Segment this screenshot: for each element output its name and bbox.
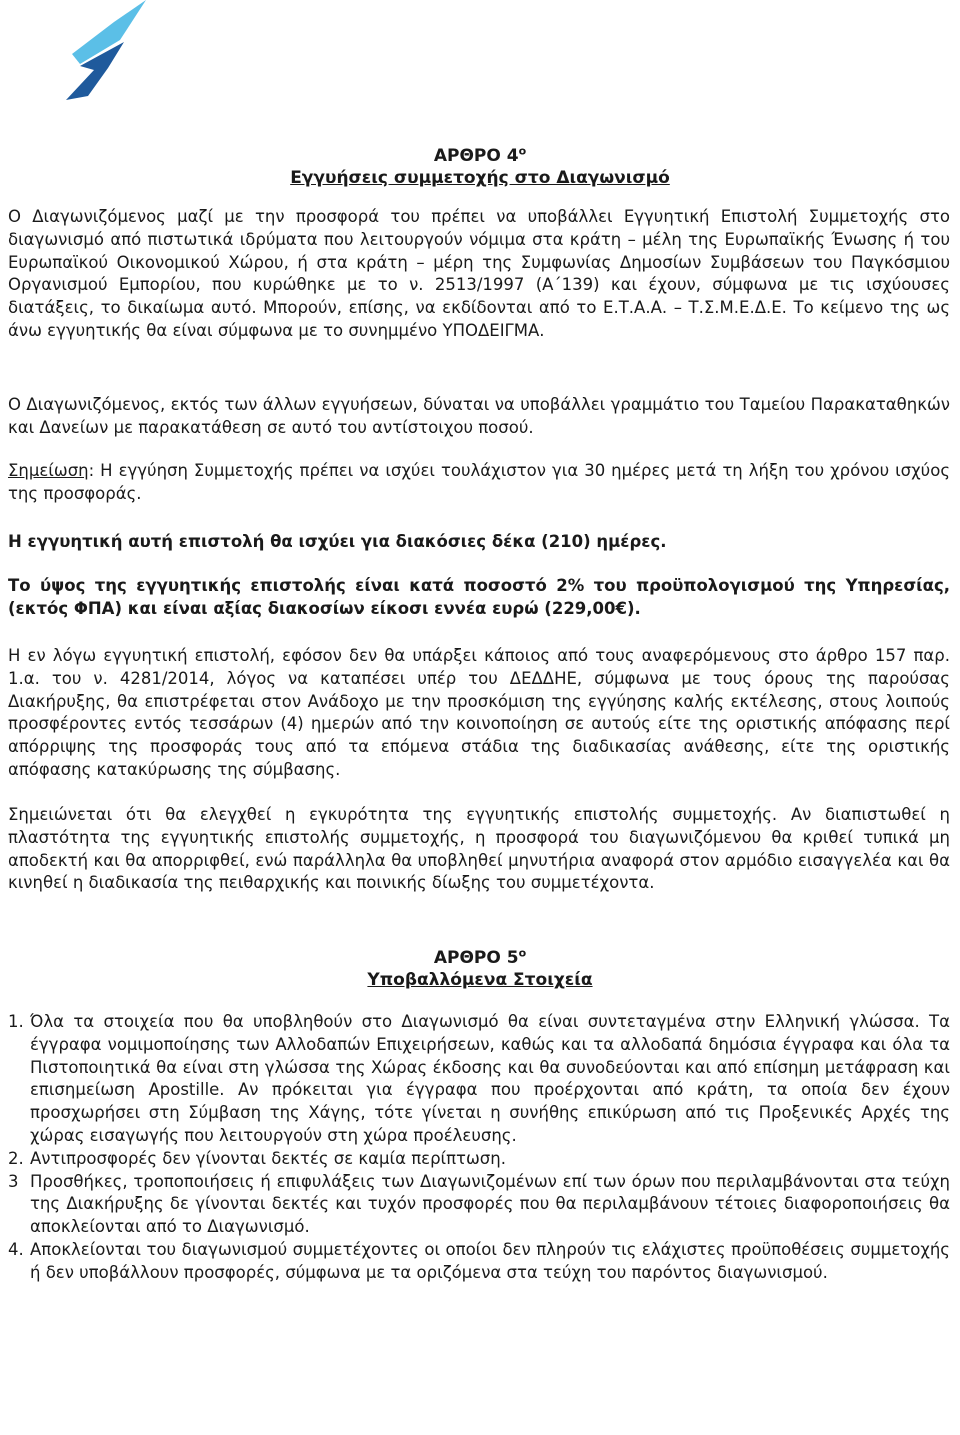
article-5-heading	[0, 942, 960, 991]
article-4-paragraph-4: Σημειώνεται ότι θα ελεγχθεί η εγκυρότητα της εγγυητικής επιστολής συμμετοχής. Αν διαπιστωθεί η πλαστότητα της εγγυητικής επιστολής συμμετοχής, η προσφορά του διαγωνιζόμενου θα κριθεί τυπικά μη αποδεκτή και θα απορριφθεί, ενώ παράλληλα θα υποβληθεί μηνυτήρια αναφορά στον αρμόδιο εισαγγελέα και θα κινηθεί η διαδικασία της πειθαρχικής και ποινικής δίωξης του συμμετέχοντα.	[8, 805, 950, 893]
list-item	[8, 1171, 950, 1239]
list-item	[8, 1148, 950, 1171]
article-5-list	[8, 1011, 950, 1285]
article-5-title: ΑΡΘΡΟ $5^o$	[433, 946, 527, 968]
article-4-heading	[0, 140, 960, 189]
note-label: Σημείωση	[8, 461, 89, 480]
list-item	[8, 1011, 950, 1148]
article-4-paragraph-1: Ο Διαγωνιζόμενος μαζί με την προσφορά του πρέπει να υποβάλλει Εγγυητική Επιστολή Συμμετοχής στο διαγωνισμό από πιστωτικά ιδρύματα που λειτουργούν νόμιμα στα κράτη – μέλη της Ευρωπαϊκής Ένωσης ή του Ευρωπαϊκού Οικονομικού Χώρου, ή στα κράτη – μέρη της Συμφωνίας Δημοσίων Συμβάσεων του Παγκόσμιου Οργανισμού Εμπορίου, που κυρώθηκε με το ν. 2513/1997 (Α΄139) και έχουν, σύμφωνα με τις ισχύουσες διατάξεις, το δικαίωμα αυτό. Μπορούν, επίσης, να εκδίδονται από το Ε.Τ.Α.Α. – Τ.Σ.Μ.Ε.Δ.Ε. Το κείμενο της ως άνω εγγυητικής θα είναι σύμφωνα με το συνημμένο ΥΠΟΔΕΙΓΜΑ.	[8, 207, 950, 340]
article-4-note	[8, 460, 950, 506]
list-item-text: Όλα τα στοιχεία που θα υποβληθούν στο Διαγωνισμό θα είναι συντεταγμένα στην Ελληνική γλώσσα. Τα έγγραφα νομιμοποίησης των Αλλοδαπών Επιχειρήσεων, καθώς και τα αλλοδαπά δημόσια έγγραφα και όλα τα Πιστοποιητικά θα είναι στη γλώσσα της Χώρας έκδοσης και θα συνοδεύονται και από επίσημη μετάφραση και επισημείωση Apostille. Αν πρόκειται για έγγραφα που προέρχονται από κράτη, τα οποία δεν έχουν προσχωρήσει στη Σύμβαση της Χάγης, τότε γίνεται η συνήθης επικύρωση από τις Προξενικές Αρχές της χώρας εισαγωγής που λειτουργούν στη χώρα προέλευσης.	[30, 1012, 950, 1145]
list-item	[8, 1239, 950, 1285]
list-item-number: 1.	[8, 1012, 24, 1031]
list-item-number: 2.	[8, 1148, 24, 1168]
note-text: : Η εγγύηση Συμμετοχής πρέπει να ισχύει τουλάχιστον για 30 ημέρες μετά τη λήξη του χρόνου ισχύος της προσφοράς.	[8, 461, 950, 503]
list-item-text: Αποκλείονται του διαγωνισμού συμμετέχοντες οι οποίοι δεν πληρούν τις ελάχιστες προϋποθέσεις συμμετοχής ή δεν υποβάλλουν προσφορές, σύμφωνα με τα οριζόμενα στα τεύχη του παρόντος διαγωνισμού.	[30, 1239, 950, 1282]
article-4-amount: Το ύψος της εγγυητικής επιστολής είναι κατά ποσοστό 2% του προϋπολογισμού της Υπηρεσίας, (εκτός ΦΠΑ) και είναι αξίας διακοσίων είκοσι εννέα ευρώ (229,00€).	[8, 576, 950, 618]
article-4-title: ΑΡΘΡΟ $4^o$	[433, 144, 527, 166]
list-item-number: 4.	[8, 1239, 24, 1259]
list-item-text: Αντιπροσφορές δεν γίνονται δεκτές σε καμία περίπτωση.	[30, 1148, 506, 1168]
article-4-subtitle: Εγγυήσεις συμμετοχής στο Διαγωνισμό	[290, 167, 670, 188]
article-4-paragraph-3: Η εν λόγω εγγυητική επιστολή, εφόσον δεν θα υπάρξει κάποιος από τους αναφερόμενους στο άρθρο 157 παρ. 1.α. του ν. 4281/2014, λόγος να καταπέσει υπέρ του ΔΕΔΔΗΕ, σύμφωνα με τους όρους της παρούσας Διακήρυξης, θα επιστρέφεται στον Ανάδοχο με την προσκόμιση της εγγύησης καλής εκτέλεσης, στους λοιπούς προσφέροντες εντός τεσσάρων (4) ημερών από την κοινοποίηση σε αυτούς είτε της οριστικής απόφασης περί απόρριψης της προσφοράς τους από τα επόμενα στάδια της διαδικασίας ανάθεσης, είτε της οριστικής απόφασης κατακύρωσης της σύμβασης.	[8, 646, 950, 779]
article-4-paragraph-2: Ο Διαγωνιζόμενος, εκτός των άλλων εγγυήσεων, δύναται να υποβάλλει γραμμάτιο του Ταμείου Παρακαταθηκών και Δανείων με παρακατάθεση σε αυτό του αντίστοιχου ποσού.	[8, 395, 950, 437]
list-item-text: Προσθήκες, τροποποιήσεις ή επιφυλάξεις των Διαγωνιζομένων επί των όρων που περιλαμβάνονται στα τεύχη της Διακήρυξης δε γίνονται δεκτές και τυχόν προσφορές που θα περιλαμβάνουν τέτοιες διαφοροποιήσεις θα αποκλείονται από το Διαγωνισμό.	[30, 1171, 950, 1237]
article-4-validity: Η εγγυητική αυτή επιστολή θα ισχύει για διακόσιες δέκα (210) ημέρες.	[8, 532, 667, 551]
article-5-subtitle: Υποβαλλόμενα Στοιχεία	[367, 969, 593, 990]
organization-logo-icon	[58, 0, 150, 100]
list-item-number: 3	[8, 1171, 19, 1191]
